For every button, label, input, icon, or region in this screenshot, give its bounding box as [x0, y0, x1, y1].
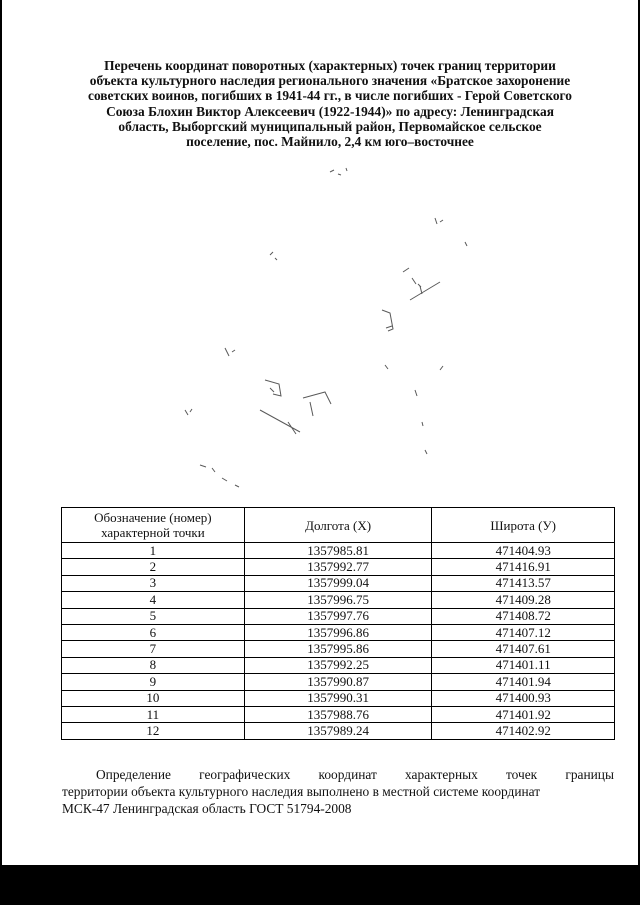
header-longitude: Долгота (X)	[244, 508, 432, 543]
document-title	[40, 58, 620, 149]
point-number: 6	[62, 624, 245, 640]
table-row	[62, 608, 615, 624]
title-line: поселение, пос. Майнило, 2,4 км юго–восточнее	[186, 134, 474, 150]
table-row	[62, 641, 615, 657]
longitude-value: 1357990.87	[244, 674, 432, 690]
note-line: МСК-47 Ленинградская область ГОСТ 51794-2008	[62, 801, 352, 816]
note-word: координат	[318, 767, 377, 782]
title-line: Союза Блохин Виктор Алексеевич (1922-1944)» по адресу: Ленинградская	[106, 103, 554, 119]
faded-map-scan-artifacts	[160, 160, 480, 500]
point-number: 1	[62, 543, 245, 559]
point-number: 8	[62, 657, 245, 673]
point-number: 4	[62, 592, 245, 608]
longitude-value: 1357988.76	[244, 706, 432, 722]
table-row	[62, 543, 615, 559]
table-row	[62, 690, 615, 706]
note-word: характерных	[405, 767, 478, 782]
longitude-value: 1357996.86	[244, 624, 432, 640]
longitude-value: 1357985.81	[244, 543, 432, 559]
point-number: 5	[62, 608, 245, 624]
longitude-value: 1357990.31	[244, 690, 432, 706]
title-line: объекта культурного наследия регионального значения «Братское захоронение	[89, 73, 571, 89]
table-row	[62, 723, 615, 739]
latitude-value: 471400.93	[432, 690, 615, 706]
latitude-value: 471401.92	[432, 706, 615, 722]
point-number: 12	[62, 723, 245, 739]
latitude-value: 471401.94	[432, 674, 615, 690]
header-latitude: Широта (У)	[432, 508, 615, 543]
table-row	[62, 559, 615, 575]
latitude-value: 471404.93	[432, 543, 615, 559]
longitude-value: 1357992.25	[244, 657, 432, 673]
point-number: 11	[62, 706, 245, 722]
longitude-value: 1357995.86	[244, 641, 432, 657]
header-point-number: Обозначение (номер) характерной точки	[62, 508, 245, 543]
table-row	[62, 624, 615, 640]
scan-bottom-border	[0, 865, 640, 905]
note-line-justified	[62, 766, 614, 783]
latitude-value: 471409.28	[432, 592, 615, 608]
longitude-value: 1357999.04	[244, 575, 432, 591]
table-header-row	[62, 508, 615, 543]
table-row	[62, 657, 615, 673]
latitude-value: 471402.92	[432, 723, 615, 739]
latitude-value: 471408.72	[432, 608, 615, 624]
table-row	[62, 706, 615, 722]
latitude-value: 471407.12	[432, 624, 615, 640]
point-number: 2	[62, 559, 245, 575]
page-left-border	[0, 0, 2, 865]
table-row	[62, 592, 615, 608]
note-word: Определение	[96, 767, 171, 782]
point-number: 3	[62, 575, 245, 591]
point-number: 9	[62, 674, 245, 690]
title-line: Перечень координат поворотных (характерных) точек границ территории	[104, 58, 556, 73]
longitude-value: 1357997.76	[244, 608, 432, 624]
title-line: советских воинов, погибших в 1941-44 гг., в числе погибших - Герой Советского	[88, 88, 572, 104]
title-line: область, Выборгский муниципальный район, Первомайское сельское	[118, 118, 542, 134]
latitude-value: 471407.61	[432, 641, 615, 657]
coordinate-system-note	[62, 766, 614, 817]
note-word: границы	[565, 767, 614, 782]
longitude-value: 1357989.24	[244, 723, 432, 739]
table-row	[62, 575, 615, 591]
latitude-value: 471416.91	[432, 559, 615, 575]
note-line: территории объекта культурного наследия выполнено в местной системе координат	[62, 784, 541, 799]
latitude-value: 471401.11	[432, 657, 615, 673]
coordinates-table	[61, 507, 615, 740]
note-word: точек	[505, 767, 538, 782]
note-word: географических	[199, 767, 291, 782]
longitude-value: 1357992.77	[244, 559, 432, 575]
latitude-value: 471413.57	[432, 575, 615, 591]
table-row	[62, 674, 615, 690]
longitude-value: 1357996.75	[244, 592, 432, 608]
point-number: 10	[62, 690, 245, 706]
point-number: 7	[62, 641, 245, 657]
